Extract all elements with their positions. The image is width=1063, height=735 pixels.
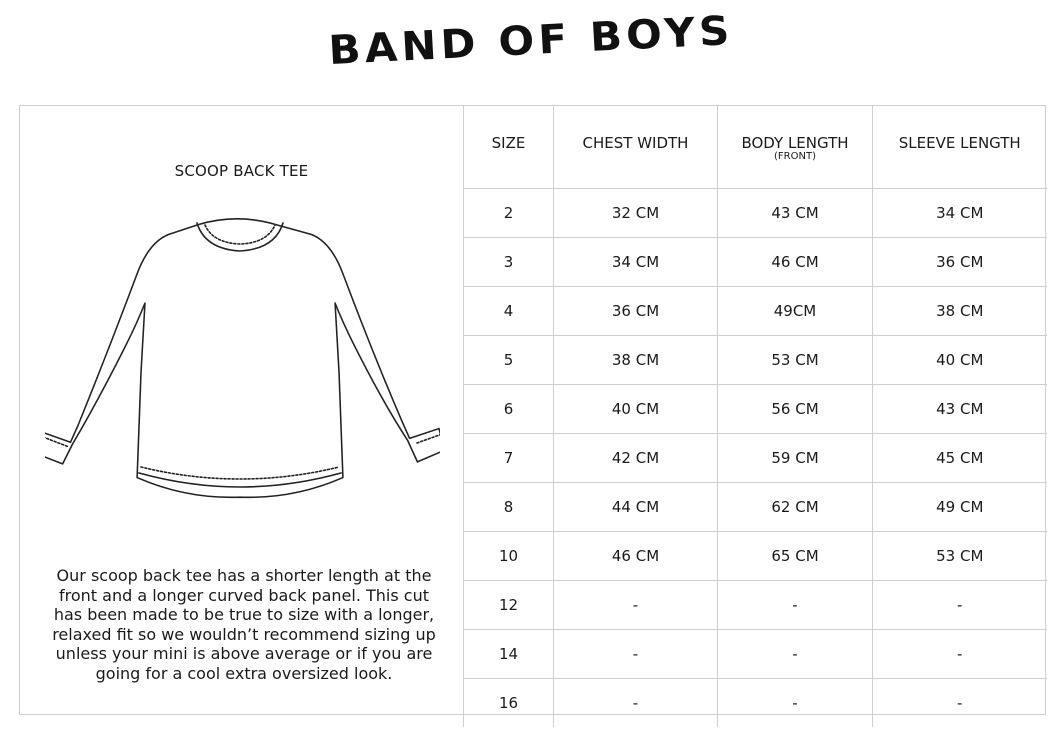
product-panel <box>20 106 464 714</box>
cell-chest: 46 CM <box>554 531 718 580</box>
cell-body: 46 CM <box>718 237 873 286</box>
table-row <box>464 286 1047 335</box>
header-size: SIZE <box>464 106 554 188</box>
cell-chest: - <box>554 629 718 678</box>
cell-chest: 36 CM <box>554 286 718 335</box>
cell-body: 65 CM <box>718 531 873 580</box>
cell-sleeve: 38 CM <box>873 286 1047 335</box>
product-description: Our scoop back tee has a shorter length at the front and a longer curved back panel. This cut has been made to be true to size with a longer, relaxed fit so we wouldn’t recommend sizing up unless your mini is above average or if you are going for a cool extra oversized look. <box>52 566 436 683</box>
cell-body: - <box>718 580 873 629</box>
cell-sleeve: 49 CM <box>873 482 1047 531</box>
cell-size: 2 <box>464 188 554 237</box>
cell-chest: - <box>554 580 718 629</box>
table-row <box>464 580 1047 629</box>
cell-chest: 40 CM <box>554 384 718 433</box>
cell-sleeve: - <box>873 629 1047 678</box>
cell-size: 14 <box>464 629 554 678</box>
cell-sleeve: - <box>873 678 1047 727</box>
product-title: SCOOP BACK TEE <box>174 162 309 180</box>
cell-sleeve: 36 CM <box>873 237 1047 286</box>
cell-chest: 34 CM <box>554 237 718 286</box>
cell-size: 6 <box>464 384 554 433</box>
tee-sketch-icon <box>45 211 440 501</box>
cell-body: 59 CM <box>718 433 873 482</box>
table-row <box>464 237 1047 286</box>
size-chart-table <box>463 106 1047 727</box>
header-sleeve-length: SLEEVE LENGTH <box>873 106 1047 188</box>
cell-chest: - <box>554 678 718 727</box>
cell-chest: 44 CM <box>554 482 718 531</box>
cell-chest: 38 CM <box>554 335 718 384</box>
cell-size: 4 <box>464 286 554 335</box>
cell-sleeve: 34 CM <box>873 188 1047 237</box>
table-row <box>464 678 1047 727</box>
cell-sleeve: 43 CM <box>873 384 1047 433</box>
size-guide-frame <box>19 105 1046 715</box>
cell-body: - <box>718 629 873 678</box>
brand-logo-text: BAND OF BOYS <box>327 7 736 75</box>
cell-body: - <box>718 678 873 727</box>
cell-size: 10 <box>464 531 554 580</box>
cell-size: 16 <box>464 678 554 727</box>
header-chest-width: CHEST WIDTH <box>554 106 718 188</box>
table-row <box>464 188 1047 237</box>
table-row <box>464 482 1047 531</box>
table-row <box>464 384 1047 433</box>
cell-size: 3 <box>464 237 554 286</box>
cell-size: 12 <box>464 580 554 629</box>
cell-size: 7 <box>464 433 554 482</box>
table-row <box>464 531 1047 580</box>
brand-logo <box>0 7 1063 78</box>
cell-body: 56 CM <box>718 384 873 433</box>
cell-sleeve: 45 CM <box>873 433 1047 482</box>
cell-body: 43 CM <box>718 188 873 237</box>
cell-sleeve: - <box>873 580 1047 629</box>
header-body-length-sub: (FRONT) <box>774 151 816 162</box>
table-row <box>464 433 1047 482</box>
cell-body: 53 CM <box>718 335 873 384</box>
table-row <box>464 629 1047 678</box>
cell-size: 5 <box>464 335 554 384</box>
table-row <box>464 335 1047 384</box>
cell-chest: 32 CM <box>554 188 718 237</box>
cell-body: 49CM <box>718 286 873 335</box>
cell-sleeve: 40 CM <box>873 335 1047 384</box>
header-body-length-label: BODY LENGTH <box>741 134 849 152</box>
cell-size: 8 <box>464 482 554 531</box>
cell-body: 62 CM <box>718 482 873 531</box>
header-body-length <box>718 106 873 188</box>
cell-chest: 42 CM <box>554 433 718 482</box>
table-header-row <box>464 106 1047 188</box>
cell-sleeve: 53 CM <box>873 531 1047 580</box>
